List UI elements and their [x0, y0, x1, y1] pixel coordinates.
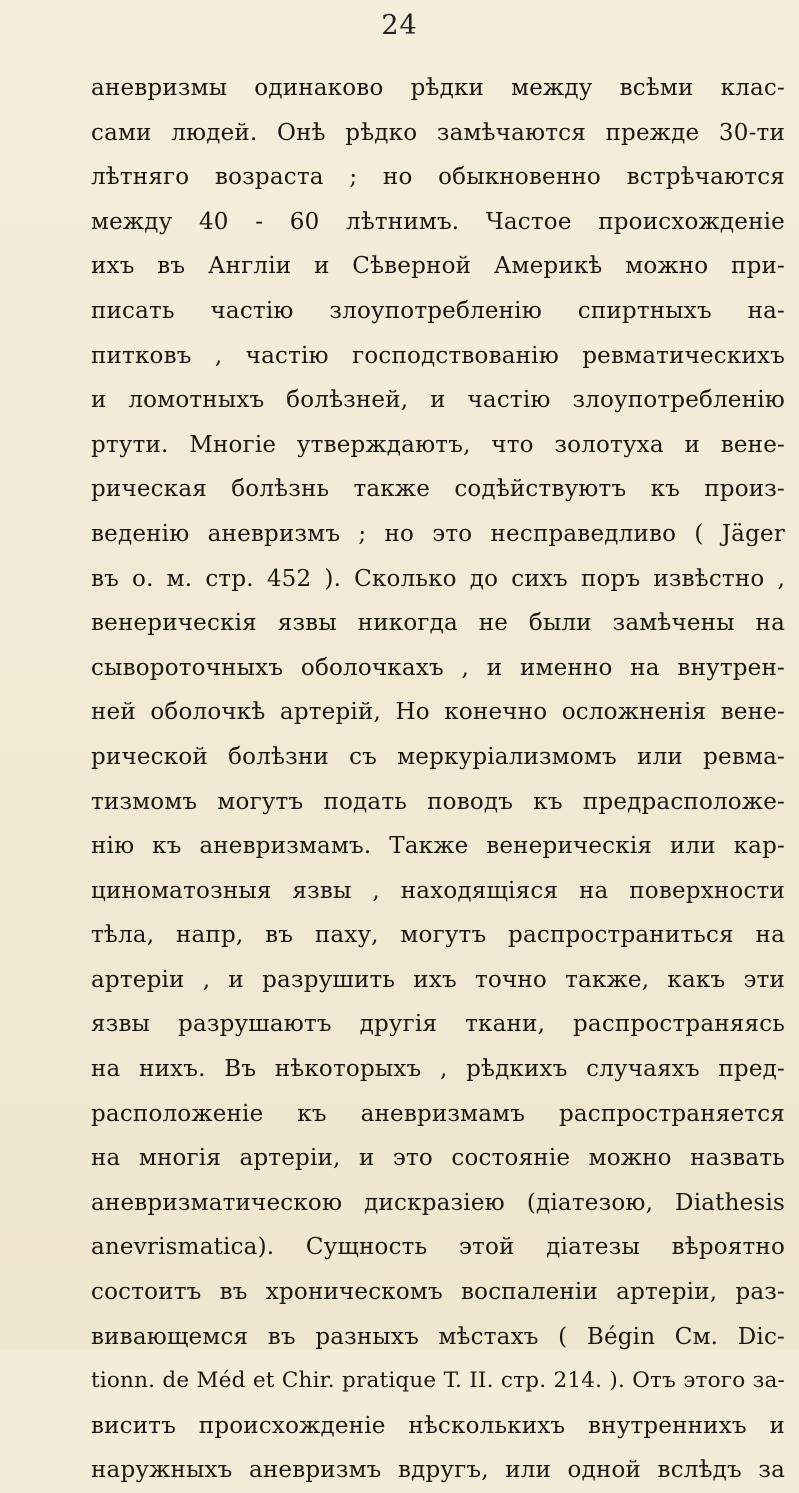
text-line: веденію аневризмъ ; но это несправедливо ( Jäger [91, 520, 785, 547]
text-line: аневризмы одинаково рѣдки между всѣми клас- [91, 75, 785, 101]
text-line: нію къ аневризмамъ. Также венерическія или кар- [91, 833, 785, 860]
text-line: въ о. м. стр. 452 ). Сколько до сихъ поръ извѣстно , [91, 565, 785, 592]
body-text [91, 66, 785, 1493]
text-line: ней оболочкѣ артерій, Но конечно осложненія вене- [91, 699, 785, 726]
text-line: артеріи , и разрушить ихъ точно также, какъ эти [91, 966, 785, 993]
text-line: циноматозныя язвы , находящіяся на поверхности [91, 877, 785, 904]
text-line: сами людей. Онѣ рѣдко замѣчаются прежде 30-ти [91, 119, 785, 146]
text-line: наружныхъ аневризмъ вдругъ, или одной вслѣдъ за [91, 1457, 785, 1484]
text-line: венерическія язвы никогда не были замѣчены на [91, 610, 785, 637]
text-line: рической болѣзни съ меркуріализмомъ или ревма- [91, 743, 785, 770]
text-line: язвы разрушаютъ другія ткани, распространяясь [91, 1011, 785, 1038]
text-line: на многія артеріи, и это состояніе можно назвать [91, 1145, 785, 1172]
text-line: виситъ происхожденіе нѣсколькихъ внутреннихъ и [91, 1412, 785, 1439]
text-line: тѣла, напр, въ паху, могутъ распространиться на [91, 922, 785, 949]
page-number: 24 [381, 10, 418, 41]
text-line: расположеніе къ аневризмамъ распространяется [91, 1100, 785, 1127]
text-line: рическая болѣзнь также содѣйствуютъ къ произ- [91, 476, 785, 503]
text-line: писать частію злоупотребленію спиртныхъ на- [91, 297, 785, 324]
text-line: на нихъ. Въ нѣкоторыхъ , рѣдкихъ случаяхъ пред- [91, 1056, 785, 1083]
text-line: состоитъ въ хроническомъ воспаленіи артеріи, раз- [91, 1279, 785, 1306]
text-line: между 40 - 60 лѣтнимъ. Частое происхожденіе [91, 208, 785, 235]
text-line: ртути. Многіе утверждаютъ, что золотуха и вене- [91, 431, 785, 458]
text-line: ихъ въ Англіи и Сѣверной Америкѣ можно при- [91, 253, 785, 280]
text-line: вивающемся въ разныхъ мѣстахъ ( Bégin См. Dic- [91, 1323, 785, 1350]
text-line: tionn. de Méd et Chir. pratique T. II. стр. 214. ). Отъ этого за- [91, 1368, 785, 1394]
text-line: тизмомъ могутъ подать поводъ къ предрасположе- [91, 788, 785, 815]
text-line: лѣтняго возраста ; но обыкновенно встрѣчаются [91, 164, 785, 191]
text-line: аневризматическою дискразіею (діатезою, Diathesis [91, 1189, 785, 1216]
text-line: anevrismatica). Сущность этой діатезы вѣроятно [91, 1234, 785, 1261]
text-line: и ломотныхъ болѣзней, и частію злоупотребленію [91, 387, 785, 414]
text-line: сывороточныхъ оболочкахъ , и именно на внутрен- [91, 654, 785, 681]
text-line: питковъ , частію господствованію ревматическихъ [91, 342, 785, 369]
